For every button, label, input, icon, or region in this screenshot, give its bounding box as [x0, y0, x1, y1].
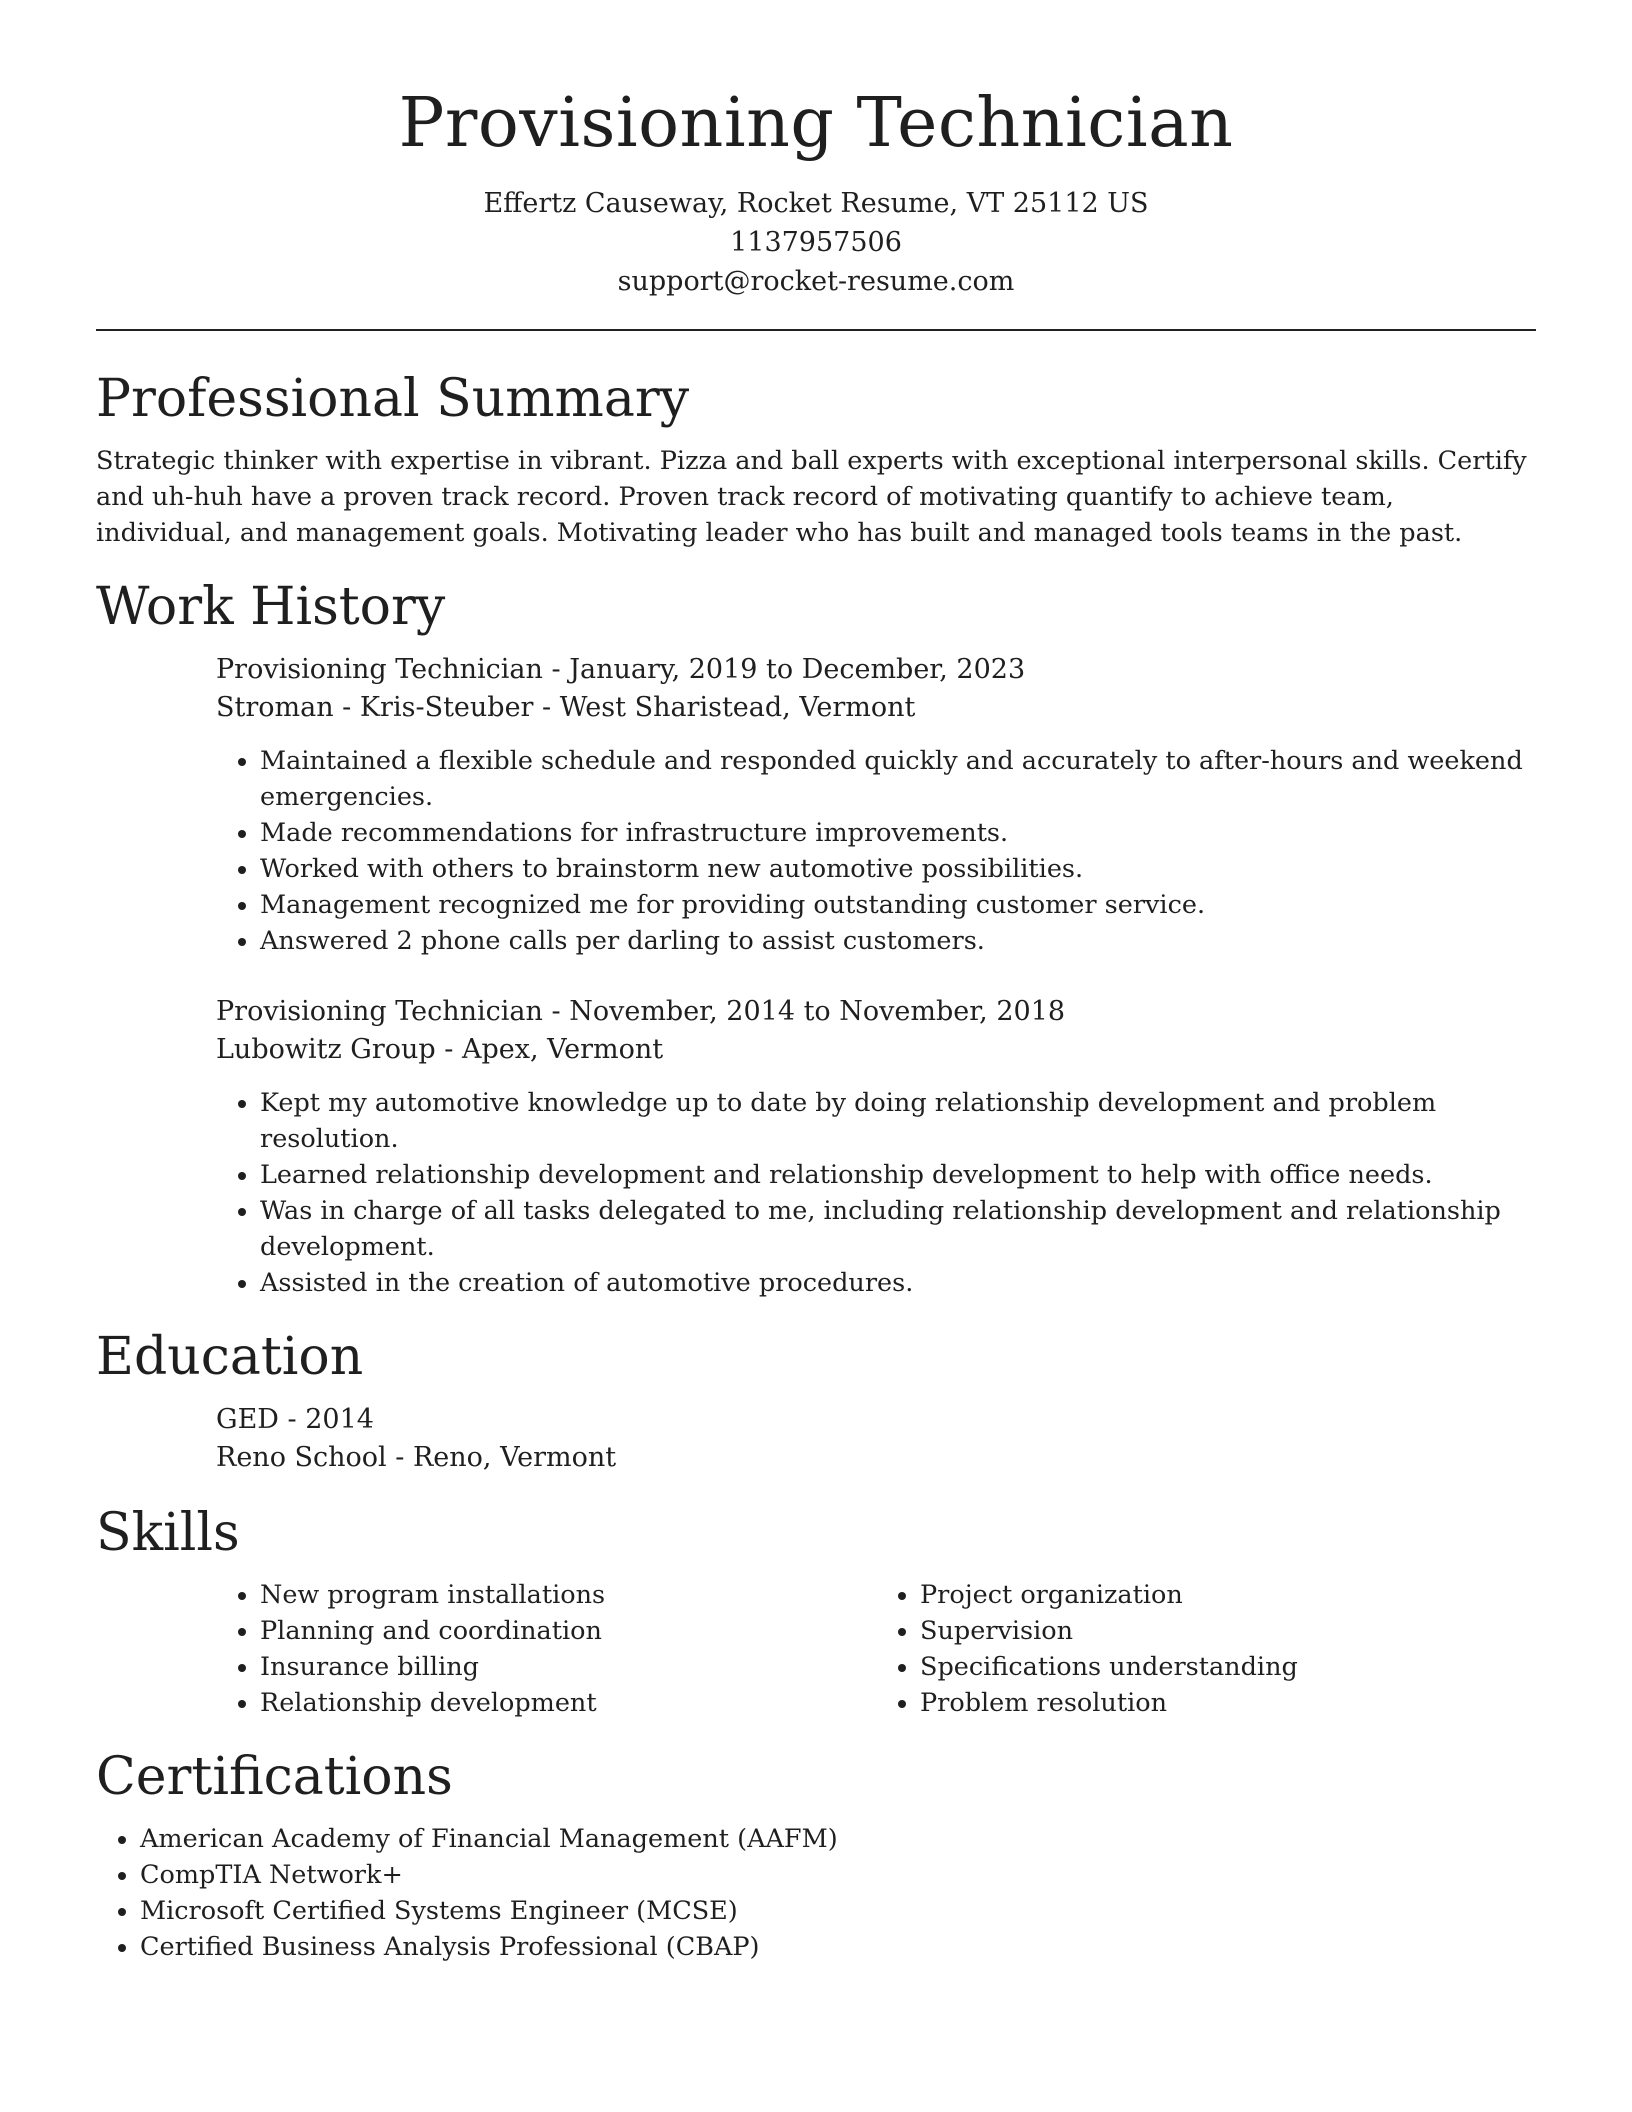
job-company-location: Stroman - Kris-Steuber - West Sharistead, Vermont: [216, 692, 916, 723]
contact-block: [96, 184, 1536, 301]
summary-text: Strategic thinker with expertise in vibrant. Pizza and ball experts with exceptional interpersonal skills. Certify and uh-huh have a proven track record. Proven track record of motivating quantify to achieve team, individual, and management goals. Motivating leader who has built and managed tools teams in the past.: [96, 446, 1527, 548]
summary-section: [96, 367, 1536, 551]
list-item: • Learned relationship development and relationship development to help with office needs.: [260, 1157, 1536, 1193]
resume-page: [96, 0, 1536, 1965]
list-item: • Microsoft Certified Systems Engineer (MCSE): [140, 1893, 1536, 1929]
candidate-name: Provisioning Technician: [398, 84, 1234, 163]
education-heading: Education: [96, 1327, 364, 1387]
skills-section: [96, 1501, 1536, 1721]
list-item: • New program installations: [260, 1577, 876, 1613]
job-role-dates: Provisioning Technician - November, 2014 to November, 2018: [216, 996, 1066, 1027]
list-item: • Certified Business Analysis Professional (CBAP): [140, 1929, 1536, 1965]
education-school-location: Reno School - Reno, Vermont: [216, 1442, 617, 1473]
job-entry: [216, 651, 1536, 959]
list-item: • Insurance billing: [260, 1649, 876, 1685]
list-item: • Answered 2 phone calls per darling to assist customers.: [260, 923, 1536, 959]
education-entry: [216, 1401, 1536, 1477]
list-item: • Maintained a flexible schedule and responded quickly and accurately to after-hours and weekend emergencies.: [260, 743, 1536, 815]
list-item: • Kept my automotive knowledge up to date by doing relationship development and problem resolution.: [260, 1085, 1536, 1157]
resume-header: [96, 0, 1536, 301]
list-item: • Supervision: [920, 1613, 1536, 1649]
skills-column-right: [876, 1577, 1536, 1721]
certifications-section: [96, 1745, 1536, 1965]
list-item: • CompTIA Network+: [140, 1857, 1536, 1893]
certifications-list: [96, 1821, 1536, 1965]
list-item: • Made recommendations for infrastructure improvements.: [260, 815, 1536, 851]
summary-heading: Professional Summary: [96, 369, 690, 429]
contact-phone: 1137957506: [730, 227, 902, 258]
work-history-heading: Work History: [96, 577, 446, 637]
list-item: • Specifications understanding: [920, 1649, 1536, 1685]
list-item: • Was in charge of all tasks delegated to me, including relationship development and relationship development.: [260, 1193, 1536, 1265]
list-item: • Planning and coordination: [260, 1613, 876, 1649]
job-company-location: Lubowitz Group - Apex, Vermont: [216, 1034, 664, 1065]
list-item: • American Academy of Financial Management (AAFM): [140, 1821, 1536, 1857]
list-item: • Relationship development: [260, 1685, 876, 1721]
list-item: • Problem resolution: [920, 1685, 1536, 1721]
certifications-heading: Certifications: [96, 1747, 453, 1807]
header-divider: [96, 329, 1536, 331]
list-item: • Project organization: [920, 1577, 1536, 1613]
contact-email[interactable]: support@rocket-resume.com: [617, 266, 1015, 297]
list-item: • Management recognized me for providing outstanding customer service.: [260, 887, 1536, 923]
contact-address: Effertz Causeway, Rocket Resume, VT 25112 US: [483, 188, 1149, 219]
job-entry: [216, 993, 1536, 1301]
work-history-section: [96, 575, 1536, 1301]
skills-column-left: [216, 1577, 876, 1721]
job-bullets: [216, 1085, 1536, 1301]
education-degree-year: GED - 2014: [216, 1404, 374, 1435]
skills-grid: [216, 1577, 1536, 1721]
skills-heading: Skills: [96, 1503, 240, 1563]
education-section: [96, 1325, 1536, 1477]
job-bullets: [216, 743, 1536, 959]
list-item: • Assisted in the creation of automotive procedures.: [260, 1265, 1536, 1301]
list-item: • Worked with others to brainstorm new automotive possibilities.: [260, 851, 1536, 887]
job-role-dates: Provisioning Technician - January, 2019 to December, 2023: [216, 654, 1026, 685]
